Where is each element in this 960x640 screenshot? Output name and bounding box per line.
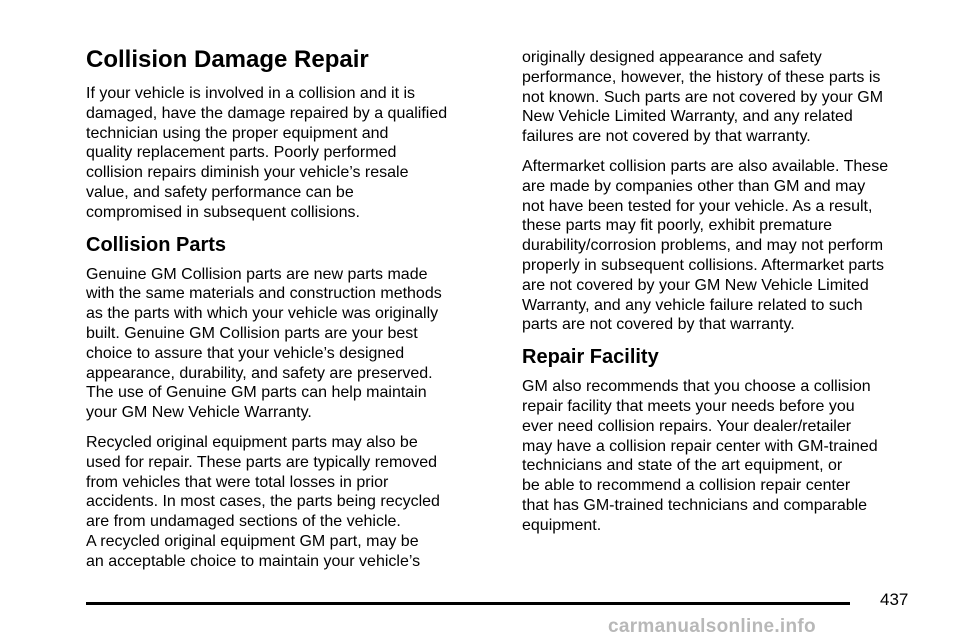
text-line: with the same materials and construction methods — [86, 285, 442, 303]
text-line: failures are not covered by that warranty. — [522, 128, 811, 146]
text-line: be able to recommend a collision repair center — [522, 477, 851, 495]
text-line: are made by companies other than GM and may — [522, 177, 866, 195]
text-line: GM also recommends that you choose a collision — [522, 378, 871, 396]
text-line: Genuine GM Collision parts are new parts made — [86, 265, 428, 283]
text-line: The use of Genuine GM parts can help maintain — [86, 384, 427, 402]
text-line: choice to assure that your vehicle’s designed — [86, 344, 405, 362]
page-title: Collision Damage Repair — [86, 46, 369, 73]
collision-parts-heading: Collision Parts — [86, 233, 227, 256]
text-line: damaged, have the damage repaired by a qualified — [86, 104, 448, 122]
text-line: are from undamaged sections of the vehicle. — [86, 513, 401, 531]
text-line: originally designed appearance and safety — [522, 49, 822, 66]
text-line: Warranty, and any vehicle failure related to such — [522, 296, 863, 314]
text-line: not have been tested for your vehicle. As a result, — [522, 197, 873, 215]
page-number: 437 — [880, 590, 909, 609]
text-line: New Vehicle Limited Warranty, and any related — [522, 108, 853, 126]
text-line: are not covered by your GM New Vehicle Limited — [522, 276, 869, 294]
text-line: Recycled original equipment parts may also be — [86, 433, 418, 451]
text-line: accidents. In most cases, the parts being recycled — [86, 493, 440, 511]
recycled-parts-continued-paragraph — [522, 48, 942, 147]
text-line: performance, however, the history of these parts is — [522, 68, 881, 86]
text-line: ever need collision repairs. Your dealer/retailer — [522, 417, 852, 435]
text-line: technician using the proper equipment and — [86, 124, 389, 142]
intro-paragraph — [86, 84, 506, 223]
text-line: your GM New Vehicle Warranty. — [86, 404, 312, 422]
recycled-parts-paragraph — [86, 433, 506, 572]
text-line: technicians and state of the art equipment, or — [522, 457, 843, 475]
aftermarket-parts-paragraph — [522, 157, 942, 335]
text-line: A recycled original equipment GM part, may be — [86, 532, 419, 550]
genuine-parts-paragraph — [86, 265, 506, 423]
repair-facility-heading: Repair Facility — [522, 346, 659, 369]
text-line: value, and safety performance can be — [86, 183, 354, 201]
text-line: not known. Such parts are not covered by your GM — [522, 88, 884, 106]
text-line: used for repair. These parts are typically removed — [86, 453, 437, 471]
text-line: Aftermarket collision parts are also available. These — [522, 157, 889, 175]
text-line: an acceptable choice to maintain your vehicle’s — [86, 552, 421, 570]
footer-rule — [86, 602, 850, 605]
text-line: appearance, durability, and safety are preserved. — [86, 364, 433, 382]
text-line: durability/corrosion problems, and may not perform — [522, 237, 884, 255]
text-line: repair facility that meets your needs before you — [522, 397, 855, 415]
text-line: these parts may fit poorly, exhibit premature — [522, 217, 833, 235]
left-column — [86, 46, 506, 582]
text-line: as the parts with which your vehicle was originally — [86, 305, 439, 323]
right-column — [522, 48, 942, 546]
text-line: compromised in subsequent collisions. — [86, 203, 360, 221]
text-line: parts are not covered by that warranty. — [522, 316, 795, 334]
watermark: carmanualsonline.info — [608, 616, 816, 637]
text-line: built. Genuine GM Collision parts are your best — [86, 324, 418, 342]
text-line: that has GM-trained technicians and comparable — [522, 496, 868, 514]
text-line: quality replacement parts. Poorly performed — [86, 144, 397, 162]
text-line: from vehicles that were total losses in prior — [86, 473, 389, 491]
text-line: If your vehicle is involved in a collision and it is — [86, 85, 416, 102]
text-line: equipment. — [522, 516, 602, 534]
text-line: collision repairs diminish your vehicle’s resale — [86, 164, 409, 182]
text-line: properly in subsequent collisions. Aftermarket parts — [522, 256, 884, 274]
text-line: may have a collision repair center with GM-trained — [522, 437, 878, 455]
repair-facility-paragraph — [522, 377, 942, 535]
